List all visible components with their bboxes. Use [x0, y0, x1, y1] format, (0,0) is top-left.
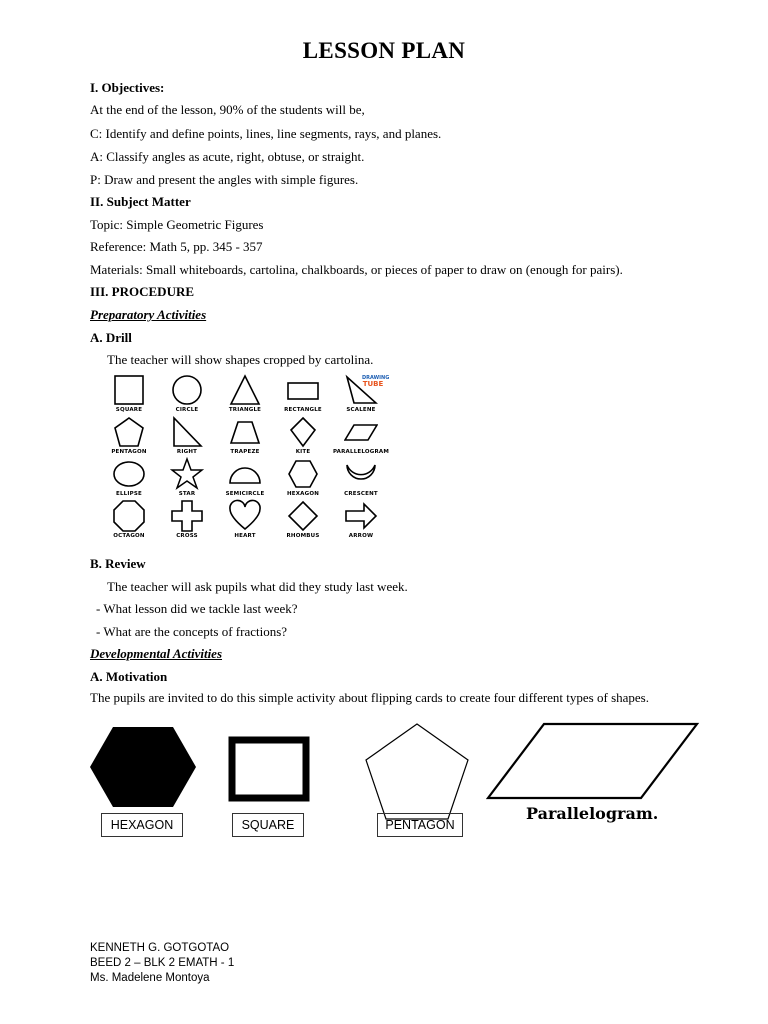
triangle-icon [228, 373, 262, 407]
trapeze-icon [228, 415, 262, 449]
square-label-box: SQUARE [232, 813, 304, 837]
rhombus-icon [286, 499, 320, 533]
circle-icon [170, 373, 204, 407]
subject-reference: Reference: Math 5, pp. 345 - 357 [90, 239, 263, 254]
arrow-shape: ARROW [332, 499, 390, 541]
square-figure [228, 736, 310, 802]
drawing-tube-logo: DRAWING TUBE [362, 375, 390, 388]
drill-text: The teacher will show shapes cropped by cartolina. [107, 352, 374, 367]
preparatory-activities-heading: Preparatory Activities [90, 307, 207, 322]
pentagon-shape: PENTAGON [100, 415, 158, 457]
square-shape: SQUARE [100, 373, 158, 415]
kite-shape: KITE [274, 415, 332, 457]
heart-icon [228, 499, 262, 533]
parallelogram-caption: Parallelogram. [526, 804, 659, 823]
octagon-icon [112, 499, 146, 533]
right-triangle-icon [170, 415, 204, 449]
drill-heading: A. Drill [90, 330, 132, 345]
scalene-shape: SCALENE [332, 373, 390, 415]
heart-shape: HEART [216, 499, 274, 541]
review-heading: B. Review [90, 556, 146, 571]
trapeze-shape: TRAPEZE [216, 415, 274, 457]
pentagon-label-box: PENTAGON [377, 813, 463, 837]
objective-psychomotor: P: Draw and present the angles with simple figures. [90, 172, 359, 187]
objective-affective: A: Classify angles as acute, right, obtuse, or straight. [90, 149, 365, 164]
square-icon [112, 373, 146, 407]
star-shape: STAR [158, 457, 216, 499]
cross-shape: CROSS [158, 499, 216, 541]
page-title: LESSON PLAN [302, 38, 466, 63]
shapes-chart [100, 373, 390, 543]
semicircle-shape: SEMICIRCLE [216, 457, 274, 499]
crescent-icon [344, 457, 378, 491]
developmental-activities-heading: Developmental Activities [90, 646, 223, 661]
right-triangle-shape: RIGHT [158, 415, 216, 457]
parallelogram-figure [486, 720, 702, 804]
octagon-shape: OCTAGON [100, 499, 158, 541]
footer-student-name: KENNETH G. GOTGOTAO [90, 942, 230, 954]
review-question-2: - What are the concepts of fractions? [96, 624, 288, 639]
rectangle-shape: RECTANGLE [274, 373, 332, 415]
crescent-shape: CRESCENT [332, 457, 390, 499]
objectives-intro: At the end of the lesson, 90% of the students will be, [90, 102, 365, 117]
parallelogram-shape: PARALLELOGRAM [332, 415, 390, 457]
hexagon-filled-figure [89, 725, 197, 809]
hexagon-small-shape: HEXAGON [274, 457, 332, 499]
subject-topic: Topic: Simple Geometric Figures [90, 217, 264, 232]
ellipse-shape: ELLIPSE [100, 457, 158, 499]
footer-teacher: Ms. Madelene Montoya [90, 972, 210, 984]
arrow-icon [344, 499, 378, 533]
ellipse-icon [112, 457, 146, 491]
star-icon [170, 457, 204, 491]
hexagon-icon [286, 457, 320, 491]
circle-shape: CIRCLE [158, 373, 216, 415]
triangle-shape: TRIANGLE [216, 373, 274, 415]
scalene-triangle-icon [344, 373, 378, 407]
footer-section: BEED 2 – BLK 2 EMATH - 1 [90, 957, 235, 969]
review-question-1: - What lesson did we tackle last week? [96, 601, 298, 616]
pentagon-icon [112, 415, 146, 449]
parallelogram-icon [344, 415, 378, 449]
rhombus-shape: RHOMBUS [274, 499, 332, 541]
hexagon-label-box: HEXAGON [101, 813, 183, 837]
objective-cognitive: C: Identify and define points, lines, line segments, rays, and planes. [90, 126, 442, 141]
semicircle-icon [228, 457, 262, 491]
subject-materials: Materials: Small whiteboards, cartolina, chalkboards, or pieces of paper to draw on (enough for pairs). [90, 262, 623, 277]
review-text: The teacher will ask pupils what did they study last week. [107, 579, 408, 594]
rectangle-icon [286, 373, 320, 407]
procedure-heading: III. PROCEDURE [90, 284, 195, 299]
subject-matter-heading: II. Subject Matter [90, 194, 191, 209]
objectives-heading: I. Objectives: [90, 80, 165, 95]
cross-icon [170, 499, 204, 533]
motivation-heading: A. Motivation [90, 669, 168, 684]
pentagon-figure [364, 722, 470, 822]
motivation-text: The pupils are invited to do this simple activity about flipping cards to create four different types of shapes. [90, 690, 649, 705]
kite-icon [286, 415, 320, 449]
